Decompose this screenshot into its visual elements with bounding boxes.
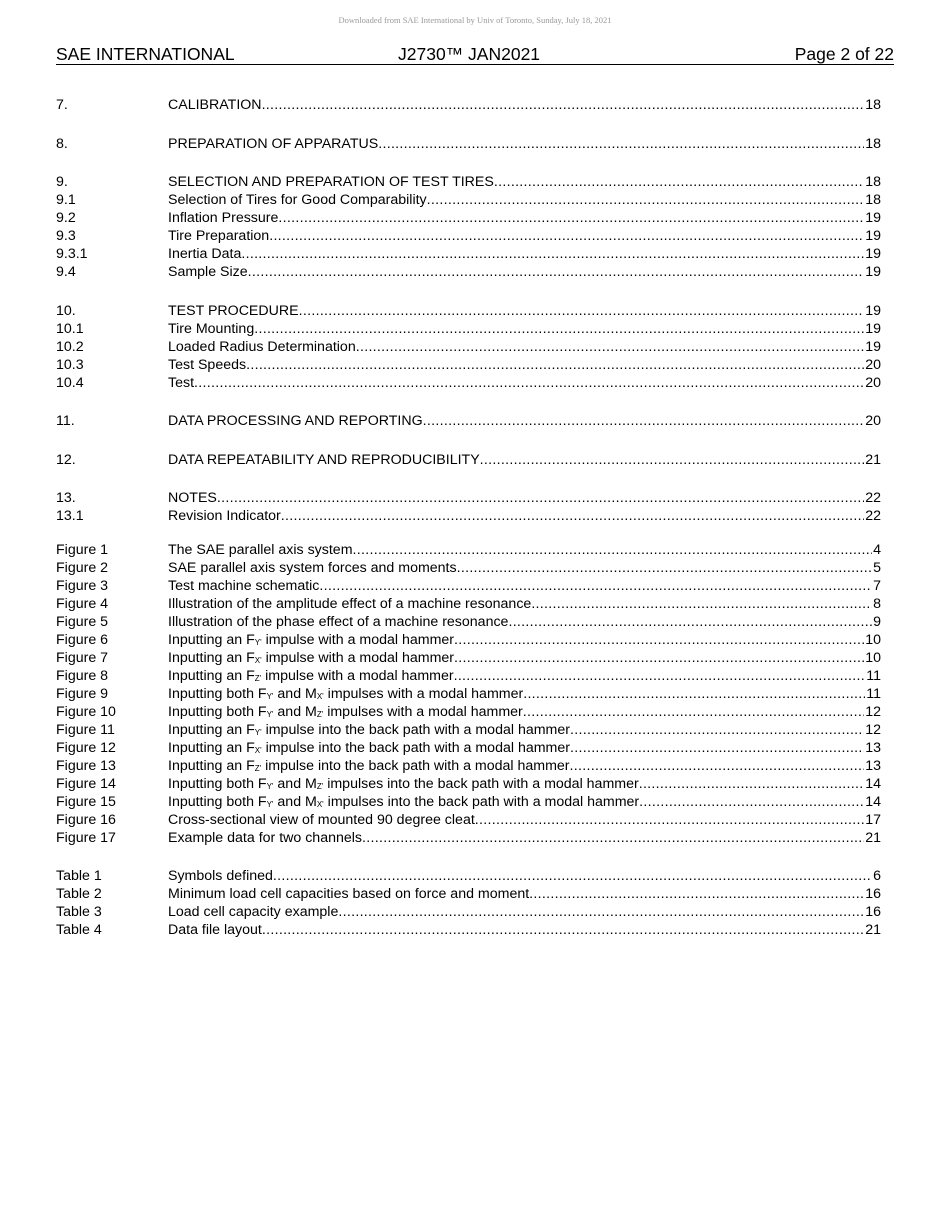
toc-entry[interactable]: [56, 757, 881, 775]
toc-entry-page: 19: [865, 210, 881, 226]
toc-entry-number: Figure 12: [56, 740, 116, 756]
toc-entry-page: 20: [865, 374, 881, 391]
dot-leader: [570, 757, 865, 775]
table-of-contents: [56, 96, 881, 960]
toc-entry-page: 5: [873, 560, 881, 576]
toc-entry-number: 10.1: [56, 320, 84, 337]
toc-entry-title: Inputting both $F_{Y'}$ and $M_{X'}$ impulses into the back path with a modal hammer: [168, 794, 640, 810]
toc-entry-title: Loaded Radius Determination: [168, 338, 356, 355]
list-of-tables: [56, 867, 881, 939]
header-document-id: J2730™ JAN2021: [398, 44, 541, 64]
dot-leader: [269, 227, 864, 245]
toc-entry-number: Figure 6: [56, 632, 109, 648]
toc-entry-title: Inputting an $F_{X'}$ impulse with a modal hammer: [168, 650, 455, 666]
toc-entry-title: The SAE parallel axis system: [168, 542, 353, 558]
toc-section-preparation: [56, 135, 881, 153]
toc-entry-page: 19: [865, 338, 881, 355]
toc-entry-page: 16: [865, 904, 881, 920]
toc-entry-title: Selection of Tires for Good Comparability: [168, 192, 427, 208]
toc-entry[interactable]: [56, 245, 881, 263]
toc-entry-title: Inputting an $F_{Y'}$ impulse into the back path with a modal hammer: [168, 722, 570, 738]
toc-entry-page: 13: [865, 758, 881, 774]
toc-entry-number: 11.: [56, 413, 75, 429]
dot-leader: [281, 507, 864, 525]
dot-leader: [494, 173, 864, 191]
toc-entry[interactable]: [56, 667, 881, 685]
dot-leader: [475, 811, 864, 829]
toc-entry-number: 7.: [56, 97, 68, 113]
toc-entry-number: 9.2: [56, 210, 76, 226]
toc-entry[interactable]: [56, 685, 881, 703]
toc-entry-title: Inputting an $F_{Y'}$ impulse with a modal hammer: [168, 632, 455, 648]
toc-entry-page: 17: [865, 812, 881, 828]
toc-entry-page: 19: [865, 264, 881, 280]
toc-entry-page: 18: [865, 174, 881, 190]
toc-entry-number: 9.3: [56, 228, 76, 244]
dot-leader: [319, 577, 872, 595]
toc-entry-number: 9.3.1: [56, 246, 88, 262]
dot-leader: [427, 191, 865, 209]
dot-leader: [523, 685, 865, 703]
dot-leader: [356, 338, 865, 356]
dot-leader: [639, 793, 864, 811]
dot-leader: [529, 885, 864, 903]
toc-entry[interactable]: [56, 739, 881, 757]
list-of-figures: [56, 541, 881, 847]
toc-section-repeatability: [56, 451, 881, 469]
toc-entry-page: 12: [865, 704, 881, 720]
toc-entry-number: Figure 9: [56, 686, 109, 702]
toc-entry-page: 22: [865, 490, 881, 506]
dot-leader: [246, 356, 864, 374]
dot-leader: [454, 667, 866, 685]
toc-entry[interactable]: [56, 320, 881, 338]
toc-section-test-procedure: [56, 302, 881, 392]
toc-entry-number: 9.1: [56, 192, 76, 208]
toc-entry-title: Test machine schematic: [168, 578, 320, 594]
dot-leader: [262, 921, 864, 939]
toc-entry-title: Tire Preparation: [168, 228, 270, 244]
toc-entry-title: DATA REPEATABILITY AND REPRODUCIBILITY: [168, 451, 480, 468]
toc-entry[interactable]: [56, 811, 881, 829]
toc-entry-number: 13.1: [56, 508, 84, 524]
toc-entry[interactable]: [56, 631, 881, 649]
toc-entry-page: 8: [873, 596, 881, 612]
toc-entry[interactable]: [56, 173, 881, 191]
toc-entry-number: 8.: [56, 135, 68, 152]
toc-entry-title: Revision Indicator: [168, 508, 281, 524]
toc-entry-page: 10: [865, 650, 881, 666]
toc-entry[interactable]: [56, 649, 881, 667]
dot-leader: [508, 613, 872, 631]
toc-entry[interactable]: [56, 829, 881, 847]
toc-entry[interactable]: [56, 775, 881, 793]
dot-leader: [454, 631, 864, 649]
toc-entry-number: 10.2: [56, 338, 84, 355]
toc-entry[interactable]: [56, 867, 881, 885]
toc-entry-page: 16: [865, 886, 881, 902]
toc-entry-title: TEST PROCEDURE: [168, 302, 299, 319]
toc-entry-page: 12: [865, 722, 881, 738]
toc-entry-page: 11: [866, 686, 881, 702]
toc-entry-title: Load cell capacity example: [168, 904, 339, 920]
toc-entry[interactable]: [56, 921, 881, 939]
header-page-number: Page 2 of 22: [794, 44, 894, 64]
dot-leader: [570, 739, 864, 757]
toc-entry[interactable]: [56, 885, 881, 903]
toc-section-test-tires: [56, 173, 881, 281]
toc-entry[interactable]: [56, 721, 881, 739]
toc-entry[interactable]: [56, 263, 881, 281]
toc-entry[interactable]: [56, 559, 881, 577]
toc-entry-number: Figure 14: [56, 776, 116, 792]
toc-entry-title: CALIBRATION: [168, 97, 262, 113]
dot-leader: [454, 649, 864, 667]
toc-entry-page: 6: [873, 868, 881, 884]
toc-entry-number: Figure 13: [56, 758, 116, 774]
toc-entry[interactable]: [56, 302, 881, 320]
toc-entry[interactable]: [56, 338, 881, 356]
toc-entry-number: 12.: [56, 451, 76, 468]
toc-entry-title: SELECTION AND PREPARATION OF TEST TIRES: [168, 174, 494, 190]
dot-leader: [299, 302, 865, 320]
toc-entry-title: Illustration of the amplitude effect of a machine resonance: [168, 596, 532, 612]
toc-entry-title: Inflation Pressure: [168, 210, 279, 226]
toc-entry-number: Table 4: [56, 922, 102, 938]
toc-entry-page: 14: [865, 776, 881, 792]
toc-entry-page: 14: [865, 794, 881, 810]
toc-entry-number: Figure 2: [56, 560, 109, 576]
dot-leader: [338, 903, 864, 921]
toc-section-data-processing: [56, 412, 881, 430]
dot-leader: [457, 559, 873, 577]
toc-entry-number: Figure 1: [56, 542, 109, 558]
toc-entry-title: Tire Mounting: [168, 320, 255, 337]
dot-leader: [278, 209, 864, 227]
toc-entry-title: Sample Size: [168, 264, 248, 280]
dot-leader: [523, 703, 864, 721]
toc-entry[interactable]: [56, 541, 881, 559]
dot-leader: [639, 775, 865, 793]
toc-entry[interactable]: [56, 703, 881, 721]
toc-entry[interactable]: [56, 903, 881, 921]
toc-entry-number: 10.: [56, 302, 76, 319]
toc-entry[interactable]: [56, 412, 881, 430]
toc-entry-page: 10: [865, 632, 881, 648]
toc-entry-number: Figure 16: [56, 812, 116, 828]
toc-entry-title: Symbols defined: [168, 868, 273, 884]
toc-entry-page: 18: [865, 135, 881, 152]
toc-entry-page: 21: [865, 922, 881, 938]
toc-entry-page: 21: [865, 451, 881, 468]
toc-entry-number: Figure 17: [56, 830, 116, 846]
toc-entry-number: 9.4: [56, 264, 76, 280]
toc-entry-number: Figure 4: [56, 596, 109, 612]
toc-entry-title: Test Speeds: [168, 356, 247, 373]
toc-entry-title: Minimum load cell capacities based on force and moment: [168, 886, 530, 902]
toc-entry-title: Inputting both $F_{Y'}$ and $M_{X'}$ impulses with a modal hammer: [168, 686, 524, 702]
header-publisher: SAE INTERNATIONAL: [56, 44, 235, 64]
toc-entry-page: 9: [873, 614, 881, 630]
toc-entry-number: Figure 10: [56, 704, 116, 720]
toc-entry-page: 20: [865, 413, 881, 429]
toc-entry-title: Inertia Data: [168, 246, 242, 262]
toc-entry-number: 9.: [56, 174, 68, 190]
toc-section-calibration: [56, 96, 881, 114]
dot-leader: [378, 135, 864, 153]
toc-entry[interactable]: [56, 227, 881, 245]
toc-entry[interactable]: [56, 595, 881, 613]
toc-entry[interactable]: [56, 577, 881, 595]
toc-entry-title: Test: [168, 374, 195, 391]
dot-leader: [353, 541, 873, 559]
dot-leader: [217, 489, 864, 507]
toc-entry-title: Cross-sectional view of mounted 90 degree cleat: [168, 812, 475, 828]
toc-entry-page: 18: [865, 192, 881, 208]
toc-entry-title: Inputting an $F_{Z'}$ impulse into the back path with a modal hammer: [168, 758, 570, 774]
toc-entry-number: 13.: [56, 490, 76, 506]
toc-entry[interactable]: [56, 96, 881, 114]
toc-entry-page: 19: [865, 228, 881, 244]
dot-leader: [273, 867, 872, 885]
toc-entry-number: Figure 7: [56, 650, 109, 666]
toc-section-notes: [56, 489, 881, 525]
toc-entry-number: 10.4: [56, 374, 84, 391]
toc-entry-number: Figure 3: [56, 578, 109, 594]
toc-entry-page: 19: [865, 320, 881, 337]
toc-entry[interactable]: [56, 613, 881, 631]
dot-leader: [531, 595, 872, 613]
toc-entry-number: Table 3: [56, 904, 102, 920]
toc-entry-number: Table 1: [56, 868, 102, 884]
toc-entry-page: 4: [873, 542, 881, 558]
dot-leader: [254, 320, 864, 338]
toc-entry-title: NOTES: [168, 490, 217, 506]
toc-entry-page: 19: [865, 246, 881, 262]
dot-leader: [248, 263, 865, 281]
toc-entry-title: Inputting both $F_{Y'}$ and $M_{Z'}$ impulses with a modal hammer: [168, 704, 523, 720]
toc-entry[interactable]: [56, 507, 881, 525]
toc-entry[interactable]: [56, 191, 881, 209]
toc-entry[interactable]: [56, 209, 881, 227]
toc-entry-page: 11: [866, 668, 881, 684]
dot-leader: [423, 412, 865, 430]
dot-leader: [241, 245, 864, 263]
toc-entry-page: 18: [865, 97, 881, 113]
toc-entry[interactable]: [56, 356, 881, 374]
dot-leader: [480, 451, 865, 469]
download-watermark: Downloaded from SAE International by Univ of Toronto, Sunday, July 18, 2021: [338, 15, 612, 25]
toc-entry-number: Figure 11: [56, 722, 115, 738]
toc-entry-number: Figure 8: [56, 668, 109, 684]
toc-entry-page: 20: [865, 356, 881, 373]
toc-entry-page: 7: [873, 578, 881, 594]
toc-entry-title: Illustration of the phase effect of a machine resonance: [168, 614, 509, 630]
toc-entry-page: 19: [865, 302, 881, 319]
toc-entry-title: Inputting an $F_{Z'}$ impulse with a modal hammer: [168, 668, 454, 684]
toc-entry[interactable]: [56, 374, 881, 392]
toc-entry-title: SAE parallel axis system forces and moments: [168, 560, 457, 576]
dot-leader: [262, 96, 865, 114]
toc-entry-title: PREPARATION OF APPARATUS: [168, 135, 379, 152]
toc-entry-title: Example data for two channels: [168, 830, 363, 846]
toc-entry-page: 13: [865, 740, 881, 756]
toc-entry-title: Inputting both $F_{Y'}$ and $M_{Z'}$ impulses into the back path with a modal hammer: [168, 776, 639, 792]
toc-entry-title: Data file layout: [168, 922, 262, 938]
dot-leader: [362, 829, 864, 847]
toc-entry-page: 22: [865, 508, 881, 524]
page-header: [56, 44, 894, 65]
toc-entry-number: 10.3: [56, 356, 84, 373]
toc-entry[interactable]: [56, 451, 881, 469]
toc-entry[interactable]: [56, 793, 881, 811]
toc-entry-number: Table 2: [56, 886, 102, 902]
toc-entry-title: Inputting an $F_{X'}$ impulse into the back path with a modal hammer: [168, 740, 570, 756]
toc-entry-number: Figure 15: [56, 794, 116, 810]
toc-entry[interactable]: [56, 489, 881, 507]
toc-entry-title: DATA PROCESSING AND REPORTING: [168, 413, 423, 429]
toc-entry-page: 21: [865, 830, 881, 846]
toc-entry[interactable]: [56, 135, 881, 153]
toc-entry-number: Figure 5: [56, 614, 109, 630]
dot-leader: [194, 374, 864, 392]
dot-leader: [570, 721, 864, 739]
